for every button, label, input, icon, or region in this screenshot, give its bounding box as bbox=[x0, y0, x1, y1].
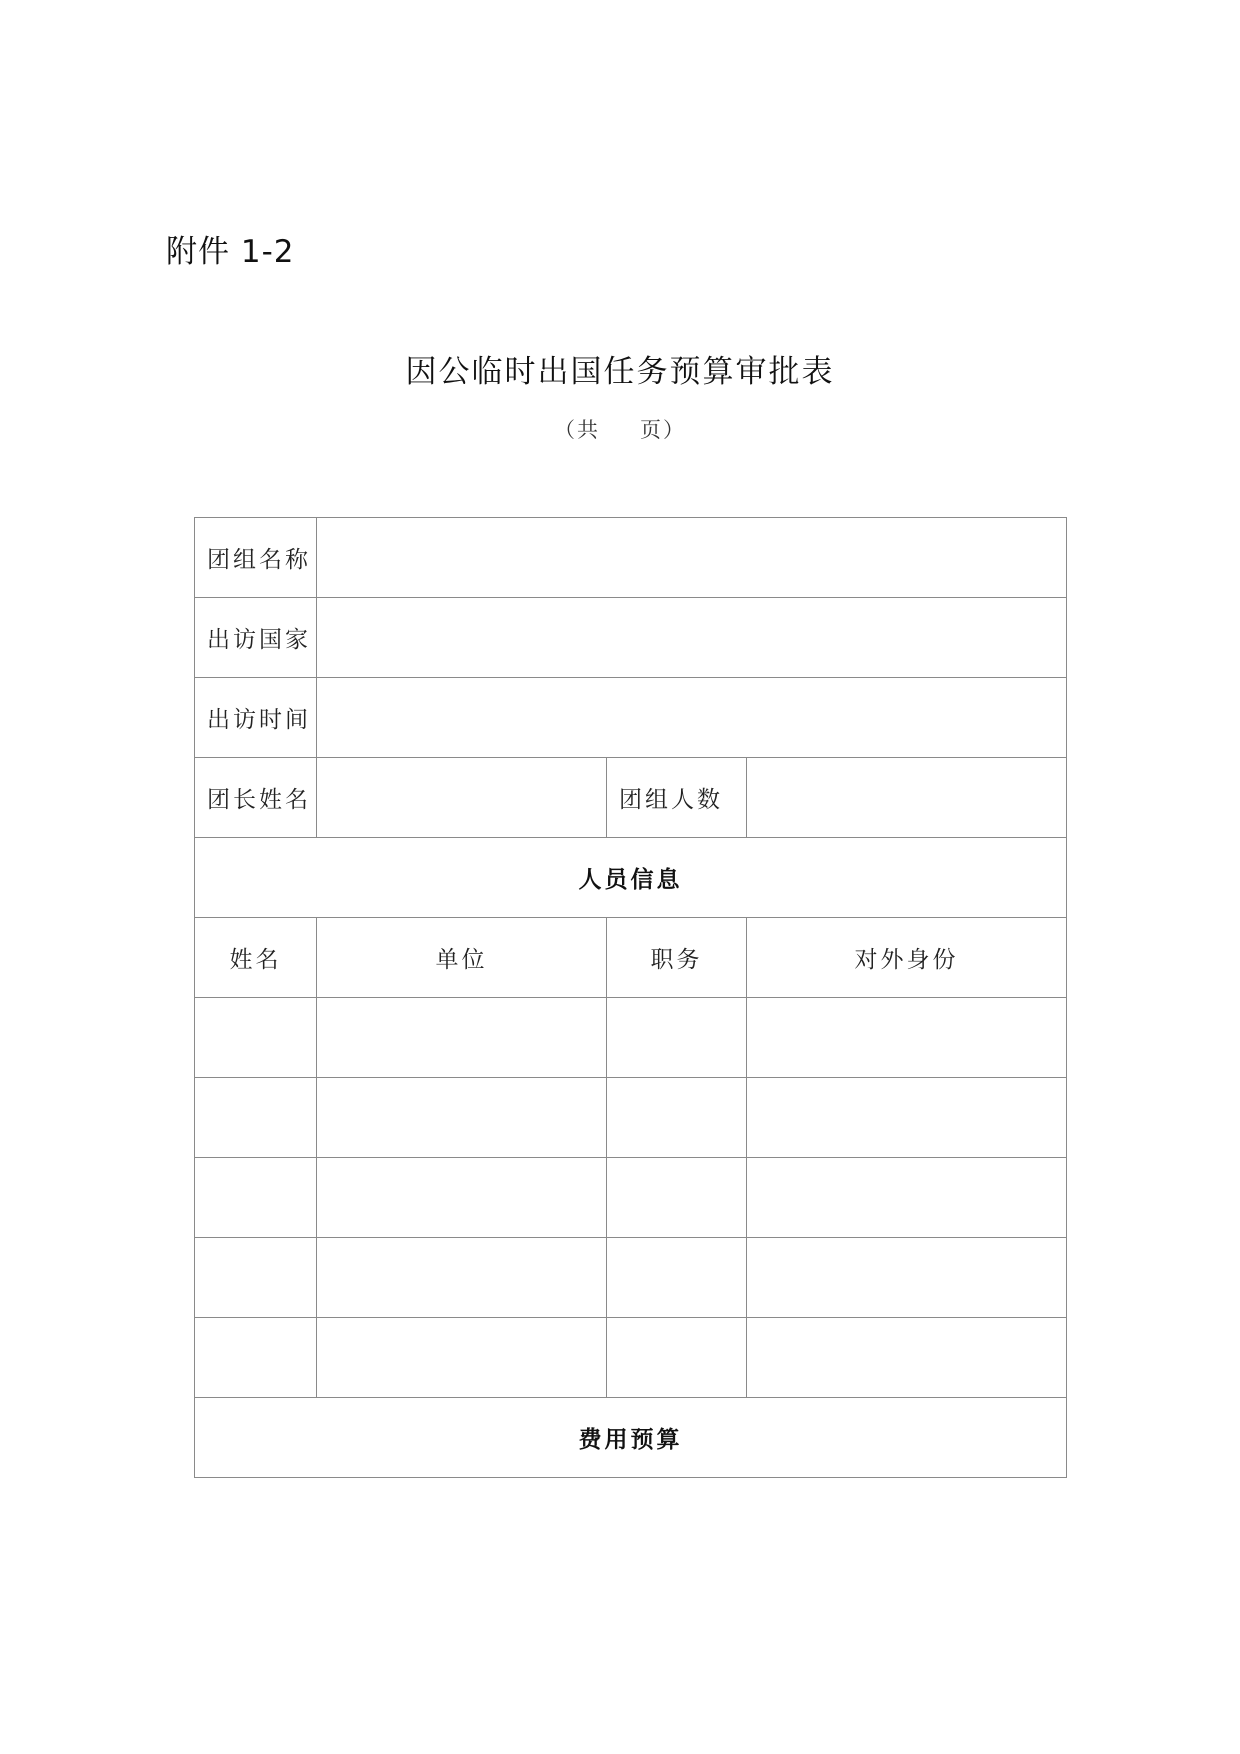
personnel-row bbox=[195, 1238, 1067, 1318]
personnel-section-heading: 人员信息 bbox=[195, 838, 1067, 918]
row-personnel-section bbox=[195, 838, 1067, 918]
budget-approval-table bbox=[194, 517, 1067, 1478]
page-count-open: （共 bbox=[554, 418, 600, 442]
group-name-label: 团组名称 bbox=[195, 518, 317, 598]
visit-time-field[interactable] bbox=[317, 678, 1067, 758]
row-countries bbox=[195, 598, 1067, 678]
group-name-field[interactable] bbox=[317, 518, 1067, 598]
page-count-close: 页） bbox=[640, 418, 686, 442]
countries-label: 出访国家 bbox=[195, 598, 317, 678]
personnel-identity-cell[interactable] bbox=[747, 1238, 1067, 1318]
attachment-label: 附件 1-2 bbox=[166, 234, 295, 270]
personnel-name-cell[interactable] bbox=[195, 1238, 317, 1318]
personnel-name-cell[interactable] bbox=[195, 1318, 317, 1398]
group-size-label: 团组人数 bbox=[607, 758, 747, 838]
column-header-unit: 单位 bbox=[317, 918, 607, 998]
personnel-name-cell[interactable] bbox=[195, 1158, 317, 1238]
personnel-position-cell[interactable] bbox=[607, 1318, 747, 1398]
personnel-identity-cell[interactable] bbox=[747, 1078, 1067, 1158]
personnel-unit-cell[interactable] bbox=[317, 1238, 607, 1318]
personnel-unit-cell[interactable] bbox=[317, 1158, 607, 1238]
personnel-position-cell[interactable] bbox=[607, 998, 747, 1078]
countries-field[interactable] bbox=[317, 598, 1067, 678]
leader-name-field[interactable] bbox=[317, 758, 607, 838]
row-visit-time bbox=[195, 678, 1067, 758]
personnel-header-row bbox=[195, 918, 1067, 998]
personnel-row bbox=[195, 1078, 1067, 1158]
personnel-position-cell[interactable] bbox=[607, 1078, 747, 1158]
visit-time-label: 出访时间 bbox=[195, 678, 317, 758]
budget-section-heading: 费用预算 bbox=[195, 1398, 1067, 1478]
personnel-name-cell[interactable] bbox=[195, 998, 317, 1078]
personnel-unit-cell[interactable] bbox=[317, 1078, 607, 1158]
group-size-field[interactable] bbox=[747, 758, 1067, 838]
page-count-note bbox=[0, 414, 1240, 444]
document-title: 因公临时出国任务预算审批表 bbox=[405, 354, 835, 390]
personnel-identity-cell[interactable] bbox=[747, 1158, 1067, 1238]
personnel-identity-cell[interactable] bbox=[747, 1318, 1067, 1398]
leader-name-label: 团长姓名 bbox=[195, 758, 317, 838]
personnel-row bbox=[195, 998, 1067, 1078]
personnel-row bbox=[195, 1318, 1067, 1398]
personnel-unit-cell[interactable] bbox=[317, 998, 607, 1078]
row-leader bbox=[195, 758, 1067, 838]
personnel-position-cell[interactable] bbox=[607, 1238, 747, 1318]
column-header-name: 姓名 bbox=[195, 918, 317, 998]
personnel-name-cell[interactable] bbox=[195, 1078, 317, 1158]
personnel-row bbox=[195, 1158, 1067, 1238]
row-group-name bbox=[195, 518, 1067, 598]
personnel-identity-cell[interactable] bbox=[747, 998, 1067, 1078]
column-header-external-identity: 对外身份 bbox=[747, 918, 1067, 998]
column-header-position: 职务 bbox=[607, 918, 747, 998]
row-budget-section bbox=[195, 1398, 1067, 1478]
personnel-unit-cell[interactable] bbox=[317, 1318, 607, 1398]
personnel-position-cell[interactable] bbox=[607, 1158, 747, 1238]
